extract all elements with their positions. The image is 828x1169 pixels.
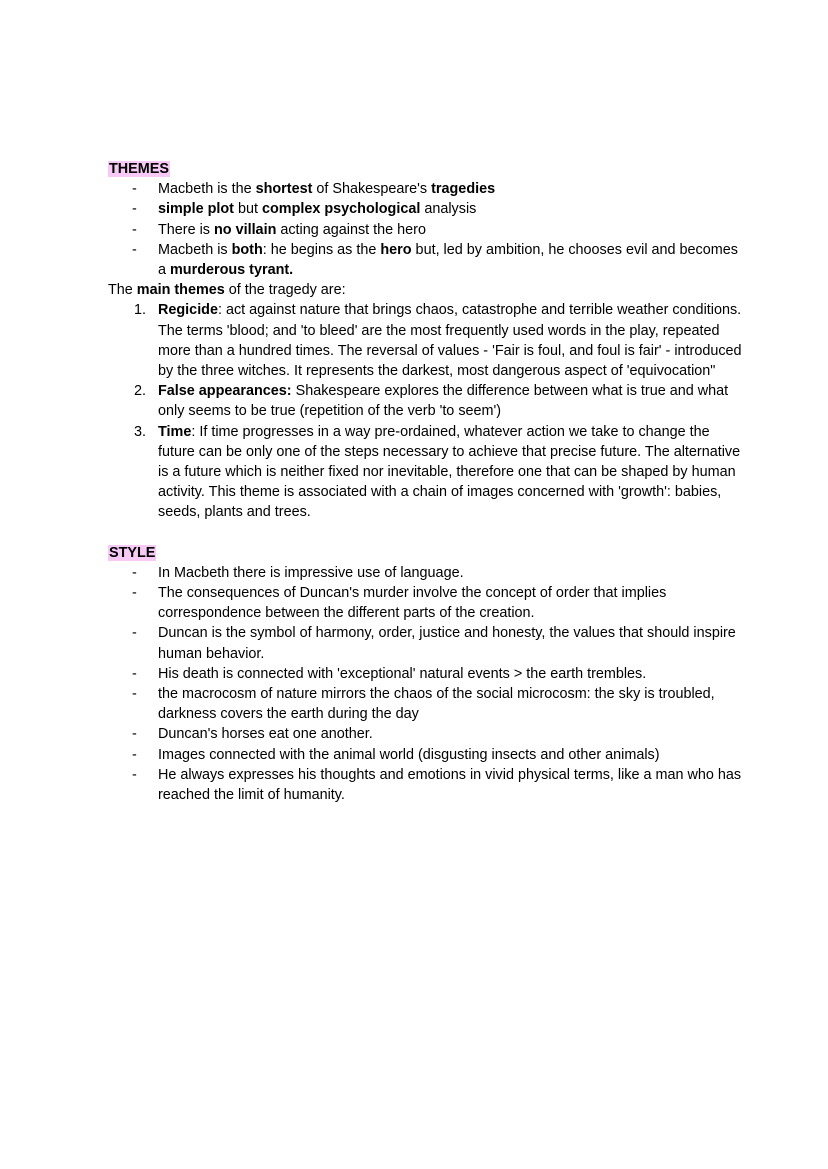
themes-intro	[108, 280, 748, 300]
list-item: - the macrocosm of nature mirrors the chaos of the social microcosm: the sky is troubled, darkness covers the earth during the day	[108, 684, 748, 724]
text-run: of Shakespeare's	[312, 181, 432, 198]
list-item	[108, 199, 748, 219]
bold-text: Regicide	[158, 302, 218, 319]
bold-text: complex psychological	[261, 201, 421, 218]
text-run: of the tragedy are:	[224, 282, 346, 299]
list-item: - His death is connected with 'exceptional' natural events > the earth trembles.	[108, 664, 748, 684]
themes-numbered-list	[108, 300, 748, 522]
text-run: acting against the hero	[276, 221, 426, 238]
list-item	[108, 381, 748, 421]
list-item: - The consequences of Duncan's murder involve the concept of order that implies correspondence between the different parts of the creation.	[108, 583, 748, 623]
text-run: : If time progresses in a way pre-ordained, whatever action we take to change the future can be only one of the steps necessary to achieve that precise future. The alternative is a future which is neither fixed nor inevitable, therefore one that can be shaped by human activity. This theme is associated with a chain of images concerned with 'growth': babies, seeds, plants and trees.	[158, 423, 741, 521]
text-run: Shakespeare explores the difference between what is true and what only seems to be true (repetition of the verb 'to seem')	[158, 383, 729, 420]
list-number: 2.	[134, 383, 147, 400]
list-item	[108, 240, 748, 280]
text-run: Macbeth is	[158, 241, 232, 258]
bold-text: hero	[380, 241, 412, 258]
text-run: : act against nature that brings chaos, catastrophe and terrible weather conditions. The terms 'blood; and 'to bleed' are the most frequently used words in the play, repeated more than a hundred times. The reversal of values - 'Fair is foul, and foul is fair' - introduced by the three witches. It represents the darkest, most dangerous aspect of 'equivocation"	[158, 302, 742, 380]
text-run: : he begins as the	[262, 241, 381, 258]
bold-text: both	[231, 241, 263, 258]
bold-text: murderous tyrant.	[170, 262, 294, 279]
text-run: but, led by ambition, he chooses evil and becomes a	[158, 241, 738, 279]
bold-text: simple plot	[158, 201, 234, 218]
text-run: There is	[158, 221, 214, 238]
text-run: but	[233, 201, 262, 218]
bold-text: shortest	[255, 181, 313, 198]
style-bullet-list	[108, 563, 748, 805]
themes-heading: THEMES	[109, 161, 169, 177]
section-gap	[108, 523, 748, 543]
bold-text: tragedies	[431, 181, 496, 198]
list-item: - Duncan is the symbol of harmony, order, justice and honesty, the values that should inspire human behavior.	[108, 623, 748, 663]
list-number: 3.	[134, 423, 147, 440]
style-heading: STYLE	[109, 544, 156, 561]
text-run: analysis	[420, 201, 477, 218]
bold-text: Time	[158, 423, 192, 440]
list-item	[108, 300, 748, 381]
list-item: - He always expresses his thoughts and emotions in vivid physical terms, like a man who has reached the limit of humanity.	[108, 765, 748, 805]
list-item	[108, 220, 748, 240]
bold-text: main themes	[136, 282, 225, 299]
list-item: - Duncan's horses eat one another.	[108, 724, 748, 744]
list-item	[108, 422, 748, 523]
list-number: 1.	[134, 302, 147, 319]
bold-text: False appearances:	[158, 383, 292, 400]
document-content	[108, 159, 748, 805]
themes-bullet-list	[108, 179, 748, 280]
bold-text: no villain	[213, 221, 277, 238]
list-item	[108, 179, 748, 199]
list-item: - Images connected with the animal world (disgusting insects and other animals)	[108, 745, 748, 765]
text-run: Macbeth is the	[158, 181, 256, 198]
text-run: The	[108, 282, 137, 299]
list-item: - In Macbeth there is impressive use of language.	[108, 563, 748, 583]
